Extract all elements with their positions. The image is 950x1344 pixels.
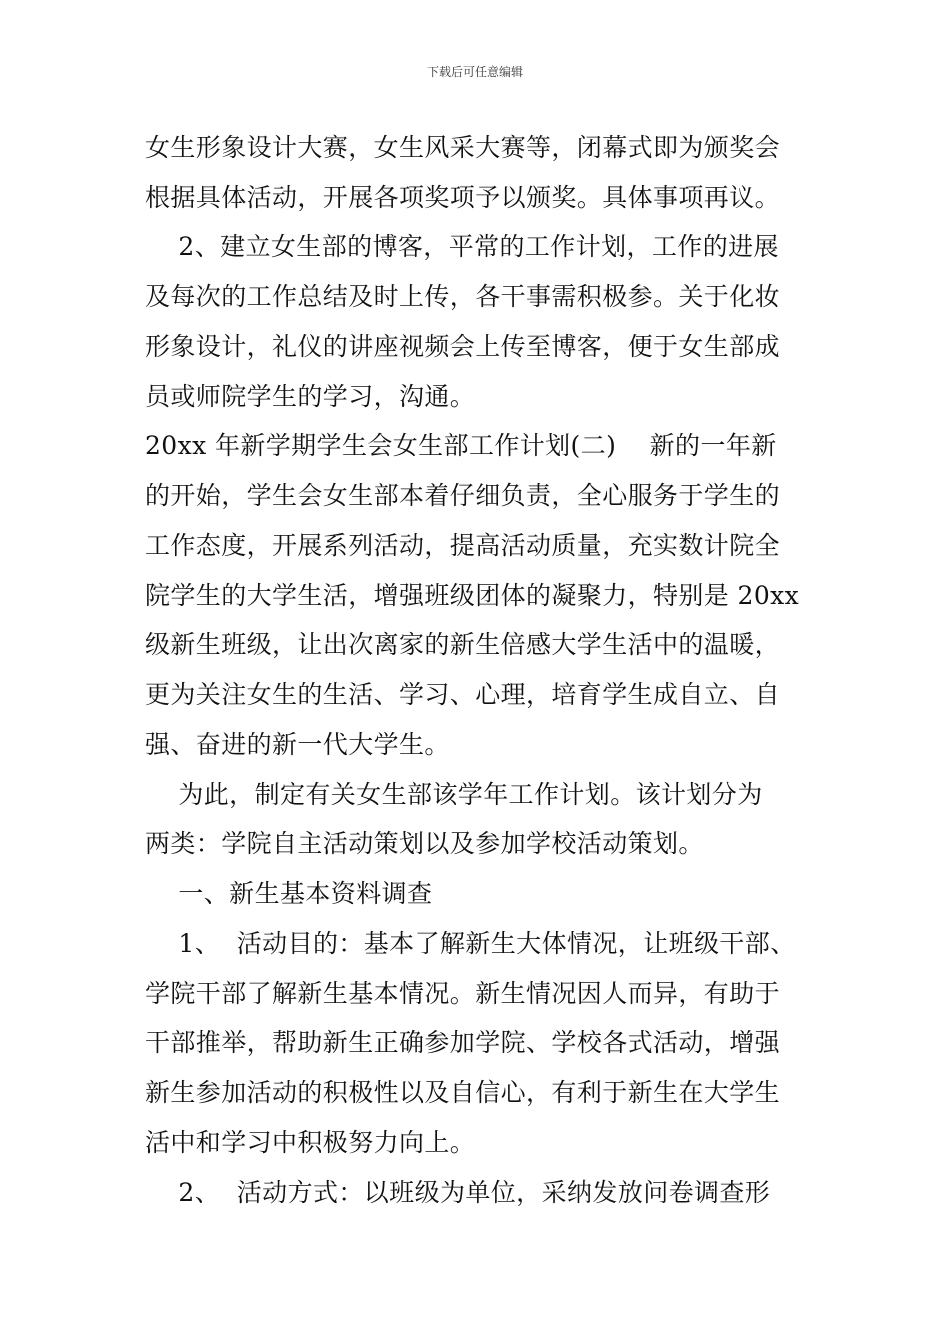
page-header-note: 下载后可任意编辑 <box>426 65 523 79</box>
text-line: 20xx 年新学期学生会女生部工作计划(二) 新的一年新 <box>145 431 777 460</box>
text-line: 为此，制定有关女生部该学年工作计划。该计划分为 <box>145 780 763 809</box>
text-line: 女生形象设计大赛，女生风采大赛等，闭幕式即为颁奖会 <box>145 133 781 162</box>
text-line: 一、新生基本资料调查 <box>145 879 433 908</box>
text-line: 根据具体活动，开展各项奖项予以颁奖。具体事项再议。 <box>145 183 781 212</box>
text-line: 工作态度，开展系列活动，提高活动质量，充实数计院全 <box>145 531 781 560</box>
text-line: 学院干部了解新生基本情况。新生情况因人而异，有助于 <box>145 979 781 1008</box>
text-line: 形象设计，礼仪的讲座视频会上传至博客，便于女生部成 <box>145 332 781 361</box>
text-line: 活中和学习中积极努力向上。 <box>145 1128 476 1157</box>
text-line: 干部推举，帮助新生正确参加学院、学校各式活动，增强 <box>145 1028 781 1057</box>
text-line: 2、建立女生部的博客，平常的工作计划，工作的进展 <box>145 232 779 261</box>
text-line: 级新生班级，让出次离家的新生倍感大学生活中的温暖， <box>145 630 781 659</box>
text-line: 两类：学院自主活动策划以及参加学校活动策划。 <box>145 829 704 858</box>
text-line: 2、 活动方式：以班级为单位，采纳发放问卷调查形 <box>145 1178 771 1207</box>
text-line: 及每次的工作总结及时上传，各干事需积极参。关于化妆 <box>145 282 781 311</box>
text-line: 强、奋进的新一代大学生。 <box>145 730 450 759</box>
text-line: 院学生的大学生活，增强班级团体的凝聚力，特别是 20xx <box>145 581 800 610</box>
text-line: 员或师院学生的学习，沟通。 <box>145 382 476 411</box>
text-line: 的开始，学生会女生部本着仔细负责，全心服务于学生的 <box>145 481 781 510</box>
text-line: 新生参加活动的积极性以及自信心，有利于新生在大学生 <box>145 1078 781 1107</box>
text-line: 1、 活动目的：基本了解新生大体情况，让班级干部、 <box>145 929 796 958</box>
text-line: 更为关注女生的生活、学习、心理，培育学生成自立、自 <box>145 680 781 709</box>
